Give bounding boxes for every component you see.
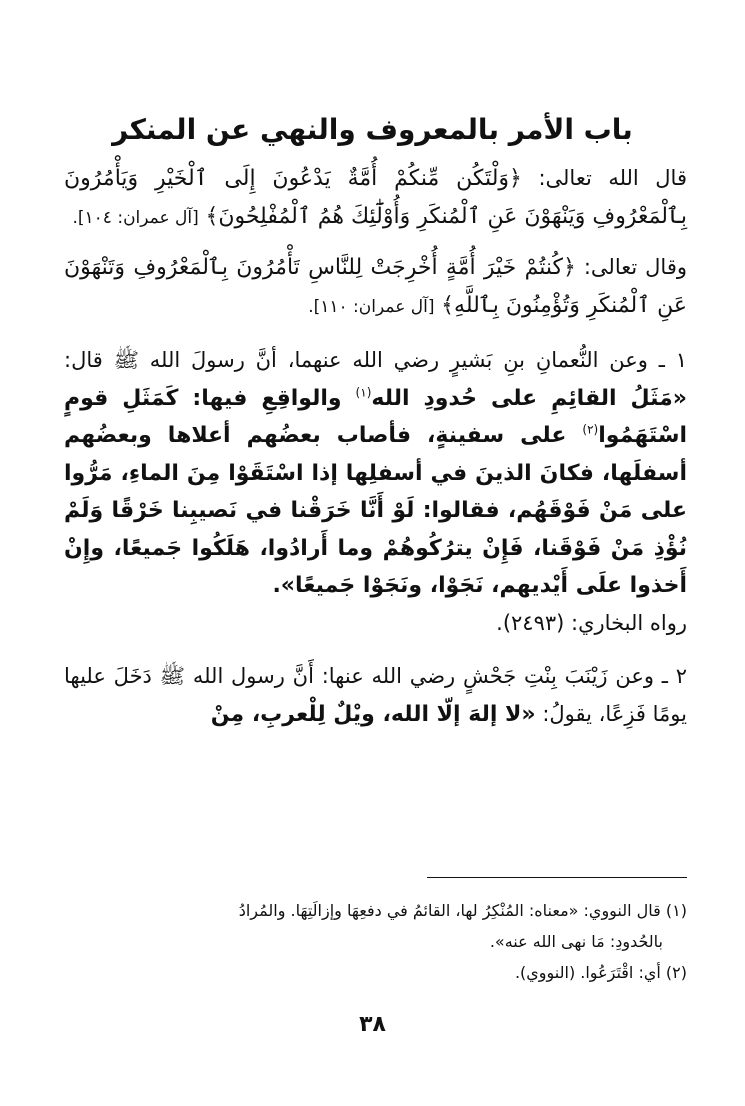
- footnote-1: [64, 895, 687, 926]
- hadith-text-part: «مَثَلُ القائِمِ على حُدودِ الله: [371, 385, 687, 411]
- hadith-intro: ١ ـ وعن النُّعمانِ بنِ بَشيرٍ رضي الله عنهما، أنَّ رسولَ الله ﷺ قال:: [64, 348, 687, 372]
- hadith-text-part: على سفينةٍ، فأصاب بعضُهم أعلاها وبعضُهم أسفلَها، فكانَ الذينَ في أسفلِها إذا اسْتَقَوْا مِنَ الماءِ، مَرُّوا على مَنْ فَوْقَهُم، فقالوا: لَوْ أَنَّا خَرَقْنا في نَصيبِنا خَرْقًا وَلَمْ نُؤْذِ مَنْ فَوْقَنا، فَإِنْ يترُكُوهُمْ وما أَرادُوا، هَلَكُوا جَميعًا، وإِنْ أَخذوا علَى أَيْديهم، نَجَوْا، ونَجَوْا جَميعًا».: [64, 423, 687, 598]
- hadith-text: [64, 386, 687, 599]
- hadith-text-part: والواقِعِ فيها: كَمَثَلِ قومٍ اسْتَهَمُوا: [64, 385, 687, 448]
- footnote-marker: (٢): [665, 963, 687, 982]
- hadith-source: رواه البخاري: (٢٤٩٣).: [496, 610, 687, 635]
- footnote-2: [64, 957, 687, 988]
- verse-citation: [آل عمران: ١٠٤].: [72, 207, 199, 228]
- hadith-paragraph-2: [64, 658, 687, 733]
- footnote-ref-2: (٢): [582, 422, 599, 437]
- footnote-ref-1: (١): [355, 385, 372, 400]
- footnote-text: أي: اقْتَرَعُوا. (النووي).: [514, 963, 661, 982]
- verse-intro: وقال تعالى:: [575, 255, 688, 279]
- verse-paragraph-2: [64, 249, 687, 326]
- verse-paragraph-1: [64, 160, 687, 237]
- footnote-text: قال النووي: «معناه: المُنْكِرُ لها، القائمُ في دفعِهَا وإزالَتِهَا. والمُرادُ: [238, 901, 661, 920]
- footnote-1-continuation: بالحُدودِ: مَا نهى الله عنه».: [489, 932, 663, 951]
- footnote-divider: [427, 877, 687, 878]
- hadith-text: «لا إلهَ إلّا الله، ويْلٌ لِلْعربِ، مِنْ: [210, 701, 536, 727]
- footnote-marker: (١): [665, 901, 687, 920]
- footnotes: [64, 895, 687, 988]
- verse-intro: قال الله تعالى:: [521, 166, 687, 190]
- page-number: ٣٨: [359, 1012, 386, 1037]
- hadith-intro: ٢ ـ وعن زَيْنَبَ بِنْتِ جَحْشٍ رضي الله عنها: أَنَّ رسول الله ﷺ دَخَلَ عليها يومًا فَزِعًا، يقولُ:: [64, 664, 687, 726]
- main-text: [64, 160, 687, 733]
- hadith-paragraph-1: [64, 342, 687, 642]
- chapter-title: باب الأمر بالمعروف والنهي عن المنكر: [112, 113, 633, 146]
- quran-verse: ﴿كُنتُمْ خَيْرَ أُمَّةٍ أُخْرِجَتْ لِلنَّاسِ تَأْمُرُونَ بِٱلْمَعْرُوفِ وَتَنْهَوْنَ عَنِ ٱلْمُنكَرِ وَتُؤْمِنُونَ بِٱللَّهِ﴾: [64, 255, 687, 318]
- quran-verse: ﴿وَلْتَكُن مِّنكُمْ أُمَّةٌ يَدْعُونَ إِلَى ٱلْخَيْرِ وَيَأْمُرُونَ بِٱلْمَعْرُوفِ وَيَنْهَوْنَ عَنِ ٱلْمُنكَرِ وَأُوْلَٰٓئِكَ هُمُ ٱلْمُفْلِحُونَ﴾: [64, 166, 687, 229]
- verse-citation: [آل عمران: ١١٠].: [308, 296, 435, 317]
